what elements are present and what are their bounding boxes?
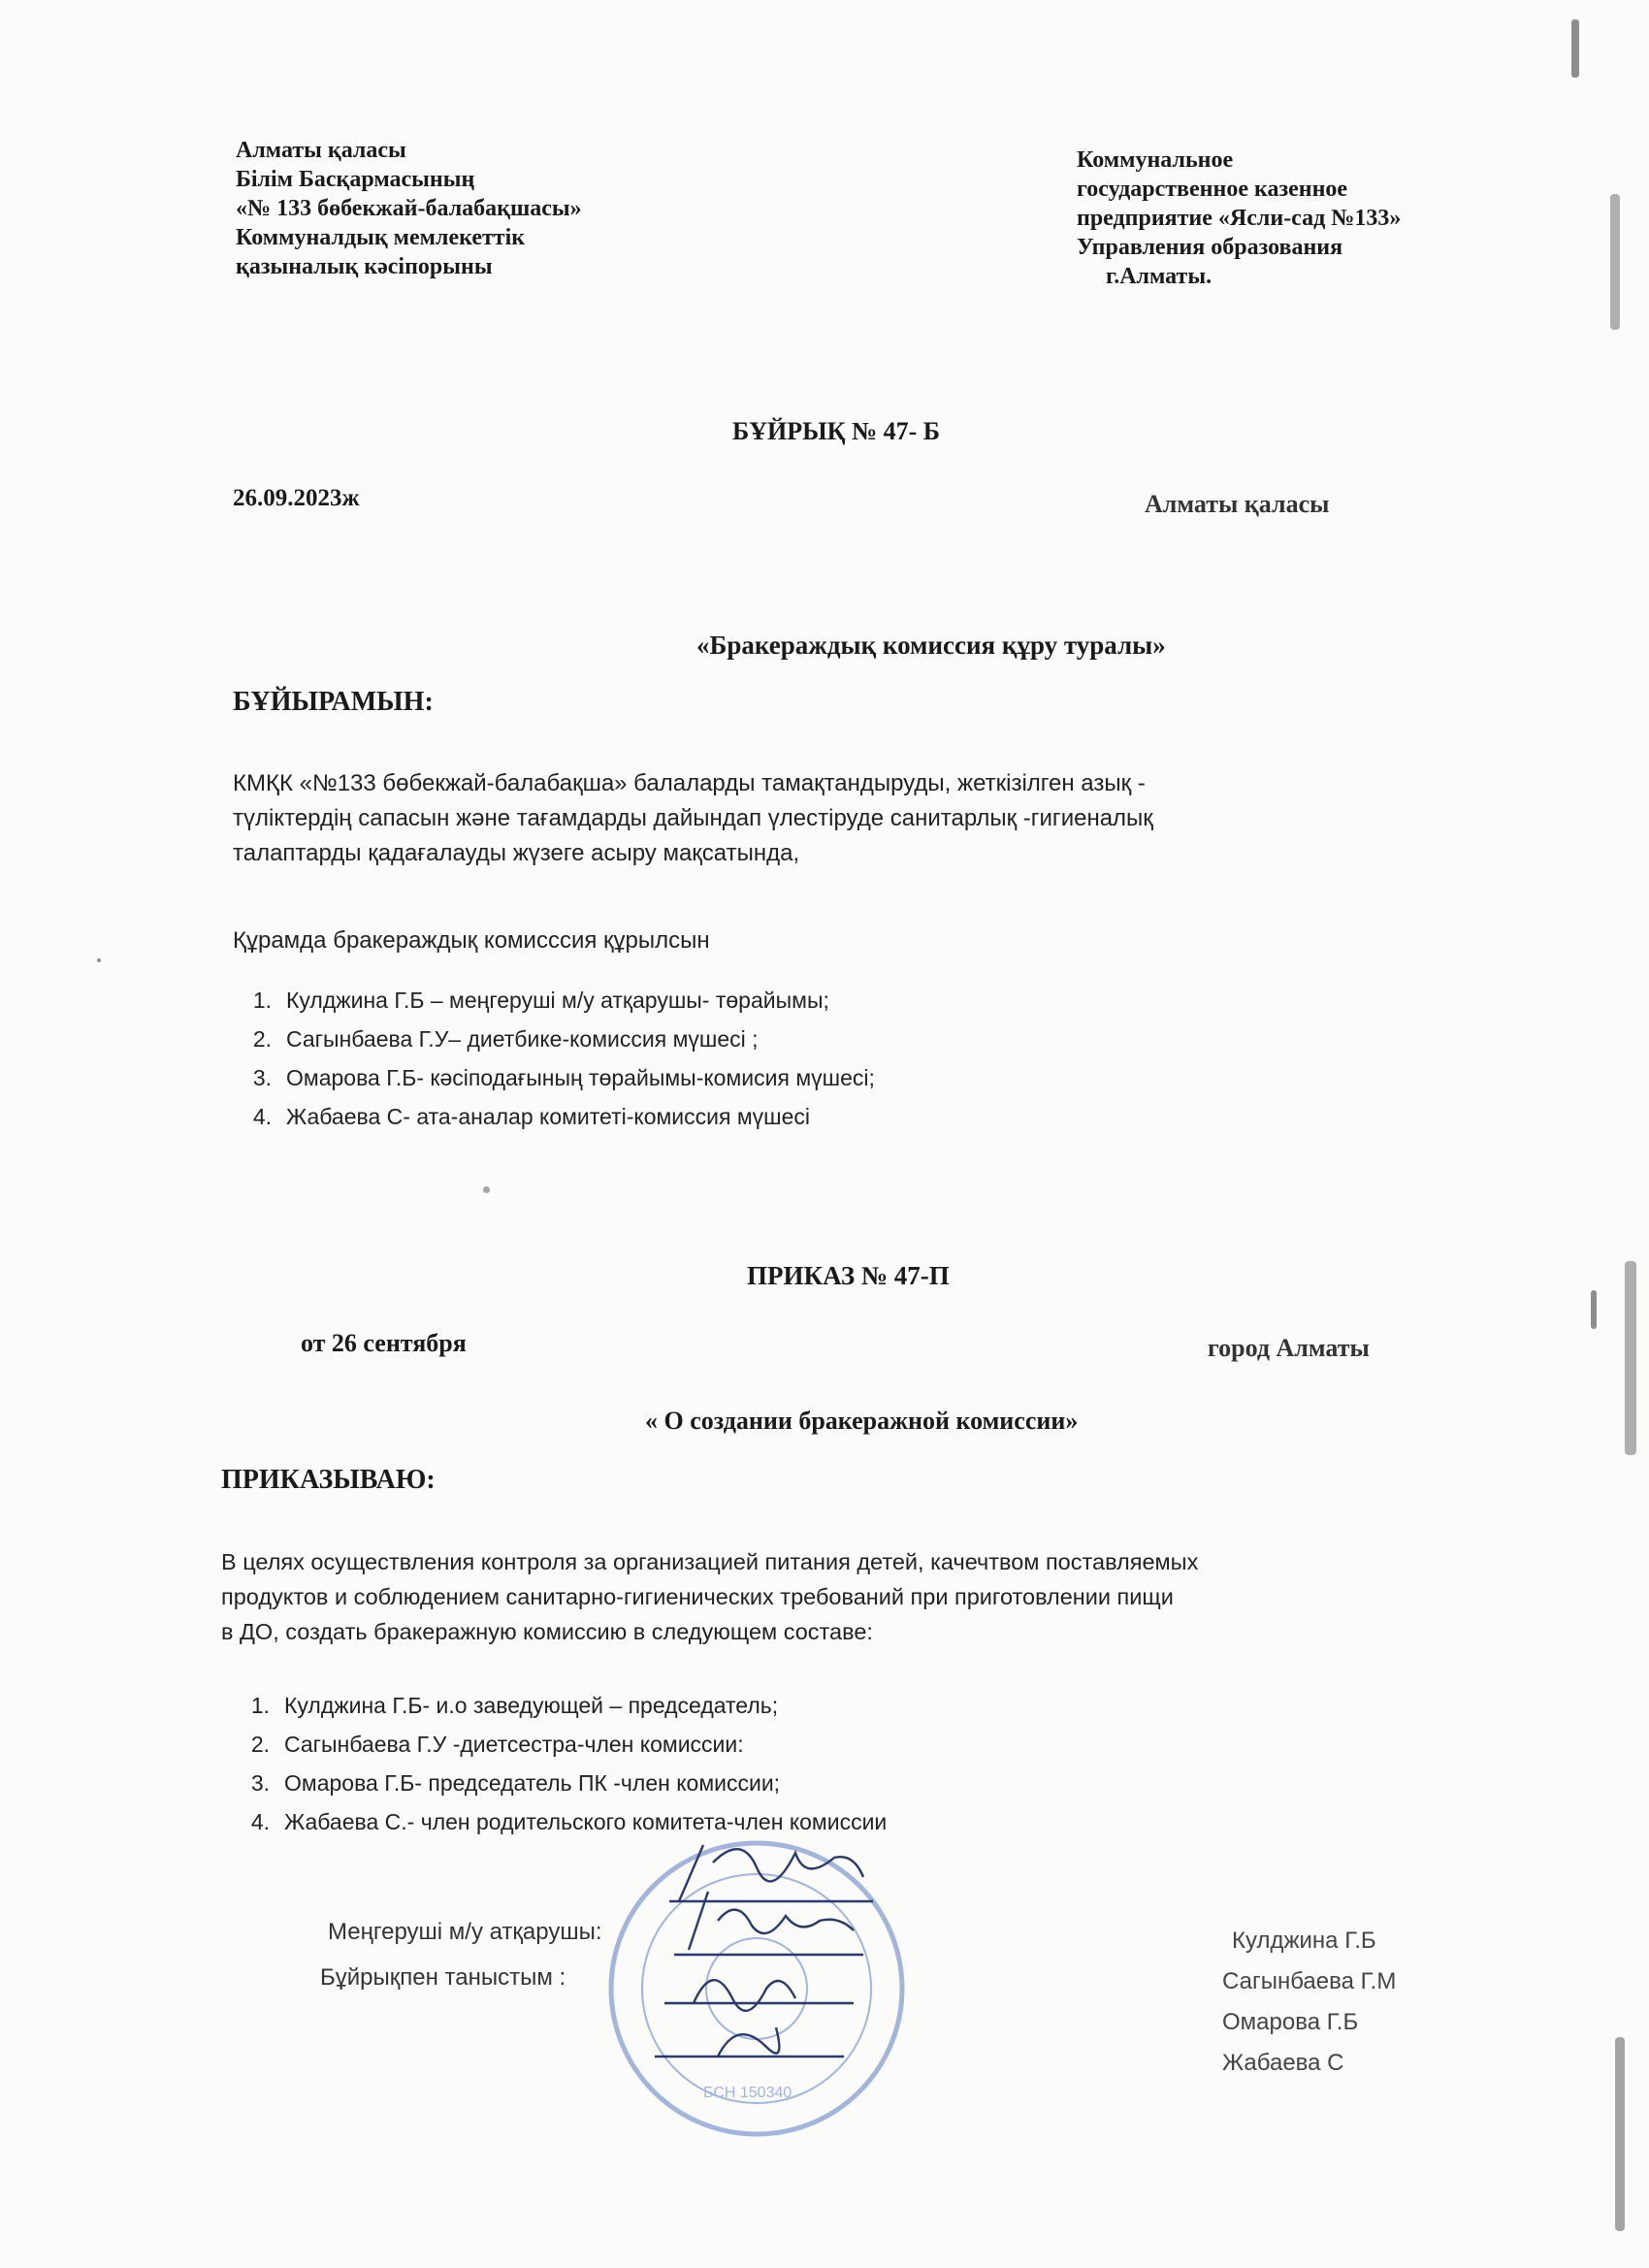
list-number: 4. <box>252 1104 272 1129</box>
header-left-line: қазыналық кәсіпорыны <box>236 254 493 279</box>
signatory-name: Жабаева С <box>1222 2050 1344 2076</box>
list-text: Кулджина Г.Б- и.о заведующей – председатель; <box>284 1693 779 1718</box>
ru-command: ПРИКАЗЫВАЮ: <box>221 1465 436 1495</box>
ru-order-subject: « О создании бракеражной комиссии» <box>645 1407 1079 1435</box>
svg-text:БСН 150340: БСН 150340 <box>703 2085 792 2101</box>
ru-order-city: город Алматы <box>1208 1334 1370 1362</box>
scan-speck <box>1615 2037 1625 2231</box>
header-right <box>1077 146 1401 291</box>
kz-members-list <box>242 988 1212 1152</box>
list-text: Сагынбаева Г.У– диетбике-комиссия мүшесі ; <box>286 1026 759 1052</box>
header-right-line: г.Алматы. <box>1106 264 1212 289</box>
signature-label-head: Меңгеруші м/у атқарушы: <box>328 1919 602 1945</box>
header-left-line: «№ 133 бөбекжай-балабақшасы» <box>236 196 582 221</box>
ru-paragraph-line: в ДО, создать бракеражную комиссию в следующем составе: <box>221 1619 873 1644</box>
list-number: 1. <box>252 988 272 1013</box>
signatory-name: Омарова Г.Б <box>1222 2009 1359 2035</box>
kz-command: БҰЙЫРАМЫН: <box>233 687 434 717</box>
list-text: Омарова Г.Б- председатель ПК -член комиссии; <box>284 1770 781 1796</box>
official-stamp <box>611 1843 902 2134</box>
ru-paragraph <box>221 1544 1198 1649</box>
header-left-line: Коммуналдық мемлекеттік <box>236 225 526 250</box>
header-right-line: Управления образования <box>1077 235 1343 260</box>
header-left-line: Алматы қаласы <box>236 138 406 163</box>
kz-order-subject: «Бракераждық комиссия құру туралы» <box>696 631 1166 660</box>
stamp-and-signatures <box>543 1824 989 2144</box>
scan-speck <box>1610 194 1620 330</box>
list-number: 3. <box>250 1770 270 1796</box>
scan-speck <box>1591 1290 1597 1329</box>
kz-order-city: Алматы қаласы <box>1145 490 1330 518</box>
scan-speck <box>1625 1261 1636 1455</box>
signatory-names <box>1222 1921 1396 2084</box>
signature-lines <box>655 1845 873 2057</box>
list-number: 2. <box>250 1732 270 1757</box>
kz-paragraph-line: түліктердің сапасын және тағамдарды дайындап үлестіруде санитарлық -гигиеналық <box>233 805 1153 831</box>
ru-paragraph-line: продуктов и соблюдением санитарно-гигиенических требований при приготовлении пищи <box>221 1584 1174 1609</box>
ru-order-title: ПРИКАЗ № 47-П <box>747 1261 950 1290</box>
kz-paragraph-line: КМҚК «№133 бөбекжай-балабақша» балаларды тамақтандыруды, жеткізілген азық - <box>233 770 1146 796</box>
header-right-line: предприятие «Ясли-сад №133» <box>1077 206 1402 231</box>
signatory-name: Кулджина Г.Б <box>1232 1928 1376 1954</box>
scan-speck <box>483 1186 490 1193</box>
kz-paragraph <box>233 766 1153 871</box>
list-text: Омарова Г.Б- кәсіподағының төрайымы-комисия мүшесі; <box>286 1065 875 1090</box>
kz-paragraph-line: талаптарды қадағалауды жүзеге асыру мақсатында, <box>233 840 800 866</box>
list-number: 2. <box>252 1026 272 1052</box>
scan-speck <box>1571 19 1579 78</box>
header-left-line: Білім Басқармасының <box>236 167 475 192</box>
list-text: Сагынбаева Г.У -диетсестра-член комиссии: <box>284 1732 744 1757</box>
signatory-name: Сагынбаева Г.М <box>1222 1968 1397 1994</box>
kz-order-date: 26.09.2023ж <box>233 485 360 511</box>
signature-label-ack: Бұйрықпен таныстым : <box>320 1964 566 1991</box>
list-number: 4. <box>250 1809 270 1834</box>
list-text: Кулджина Г.Б – меңгеруші м/у атқарушы- төрайымы; <box>286 988 829 1013</box>
list-number: 3. <box>252 1065 272 1090</box>
header-left <box>236 136 582 281</box>
ru-order-date: от 26 сентября <box>301 1329 467 1357</box>
list-number: 1. <box>250 1693 270 1718</box>
header-right-line: Коммунальное <box>1077 147 1234 173</box>
header-right-line: государственное казенное <box>1077 177 1348 202</box>
kz-order-title: БҰЙРЫҚ № 47- Б <box>732 417 940 445</box>
scan-speck <box>97 958 101 962</box>
kz-composition: Құрамда бракераждық комисссия құрылсын <box>233 927 710 954</box>
list-text: Жабаева С.- член родительского комитета-член комиссии <box>284 1809 888 1834</box>
list-text: Жабаева С- ата-аналар комитеті-комиссия мүшесі <box>286 1104 811 1129</box>
ru-paragraph-line: В целях осуществления контроля за организацией питания детей, качечтвом поставляемых <box>221 1549 1199 1574</box>
